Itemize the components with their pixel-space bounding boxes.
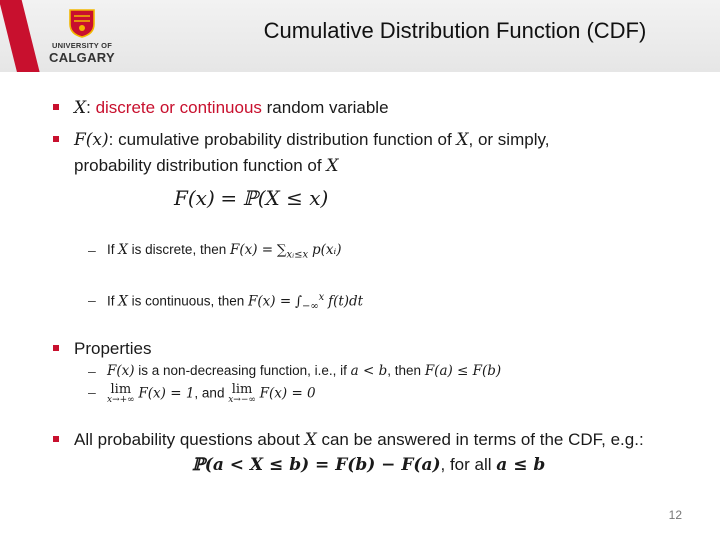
fx-eq: F(x) = xyxy=(248,293,292,310)
pmf-term: p(xᵢ) xyxy=(311,242,342,258)
fx-symbol: F(x) xyxy=(74,130,109,150)
property-limits xyxy=(107,383,316,405)
for-all-text: , for all xyxy=(440,455,492,474)
cond-a-le-b: a ≤ b xyxy=(496,455,546,475)
integral-upper: x xyxy=(318,292,325,303)
logo-line2: CALGARY xyxy=(49,50,115,65)
var-x: X xyxy=(326,156,339,176)
pdf-text: probability distribution function of xyxy=(74,156,322,175)
properties-heading: Properties xyxy=(74,339,152,358)
then-text: , then xyxy=(387,363,422,378)
bullet-marker xyxy=(53,104,59,110)
sum-symbol: ∑ xyxy=(276,242,287,258)
var-x: X xyxy=(118,293,128,310)
logo-line1: UNIVERSITY OF xyxy=(52,41,112,50)
discrete-case xyxy=(107,242,341,261)
limit-expr-1: F(x) = 1 xyxy=(138,385,195,402)
continuous-case xyxy=(107,292,363,312)
lim-word: lim xyxy=(110,382,132,397)
if-text: If xyxy=(107,293,115,309)
fx-eq: F(x) = xyxy=(229,242,274,258)
nondecreasing-text: is a non-decreasing function, i.e., if xyxy=(138,363,347,378)
dash-marker: – xyxy=(88,363,96,379)
fa-le-fb: F(a) ≤ F(b) xyxy=(424,363,502,379)
lim-word: lim xyxy=(231,382,253,397)
questions-text: All probability questions about xyxy=(74,430,300,449)
limit-minus-inf xyxy=(228,383,256,405)
continuous-text: is continuous, then xyxy=(131,293,245,309)
sum-subscript: xᵢ≤x xyxy=(286,249,309,261)
lim-under-minus: x→−∞ xyxy=(228,395,256,405)
var-x: X xyxy=(304,430,317,450)
or-simply-text: , or simply, xyxy=(468,130,550,149)
and-text: , and xyxy=(194,385,225,401)
discrete-text: is discrete, then xyxy=(131,242,227,257)
cdf-formula xyxy=(174,186,328,211)
integral-symbol: ∫ xyxy=(294,293,302,310)
discrete-or-continuous-text: discrete or continuous xyxy=(95,98,262,117)
limit-expr-2: F(x) = 0 xyxy=(259,385,316,402)
var-x: X xyxy=(118,242,128,258)
random-variable-text: random variable xyxy=(266,98,389,117)
fx-symbol: F(x) xyxy=(107,363,135,379)
var-x: X xyxy=(456,130,469,150)
cond-a-lt-b: a < b xyxy=(350,363,388,379)
formula-rhs: ℙ(X ≤ x) xyxy=(242,186,329,210)
probability-questions-bullet xyxy=(74,430,644,450)
if-text: If xyxy=(107,242,115,257)
lim-under-plus: x→+∞ xyxy=(107,395,135,405)
limit-plus-inf xyxy=(107,383,135,405)
cdf-terms-text: can be answered in terms of the CDF, e.g.: xyxy=(321,430,644,449)
formula-lhs: F(x) xyxy=(174,186,215,210)
dash-marker: – xyxy=(88,292,96,308)
property-nondecreasing xyxy=(107,363,501,379)
page-number: 12 xyxy=(668,508,682,522)
var-x: X xyxy=(74,98,87,118)
bullet-marker xyxy=(53,345,59,351)
slide-title: Cumulative Distribution Function (CDF) xyxy=(263,18,647,43)
bullet-cdf-definition xyxy=(74,130,549,150)
dash-marker: – xyxy=(88,384,96,400)
interval-probability-formula xyxy=(192,455,545,475)
interval-formula: ℙ(a < X ≤ b) = F(b) − F(a) xyxy=(192,455,441,475)
bullet-cdf-definition-line2 xyxy=(74,156,338,176)
bullet-marker xyxy=(53,136,59,142)
bullet-random-variable xyxy=(74,98,389,118)
pdf-term: f(t)dt xyxy=(328,293,364,310)
formula-eq: = xyxy=(220,186,238,210)
dash-marker: – xyxy=(88,242,96,258)
integral-lower: −∞ xyxy=(301,301,319,313)
colon: : xyxy=(86,98,91,117)
cdf-def-text: : cumulative probability distribution function of xyxy=(108,130,452,149)
bullet-marker xyxy=(53,436,59,442)
